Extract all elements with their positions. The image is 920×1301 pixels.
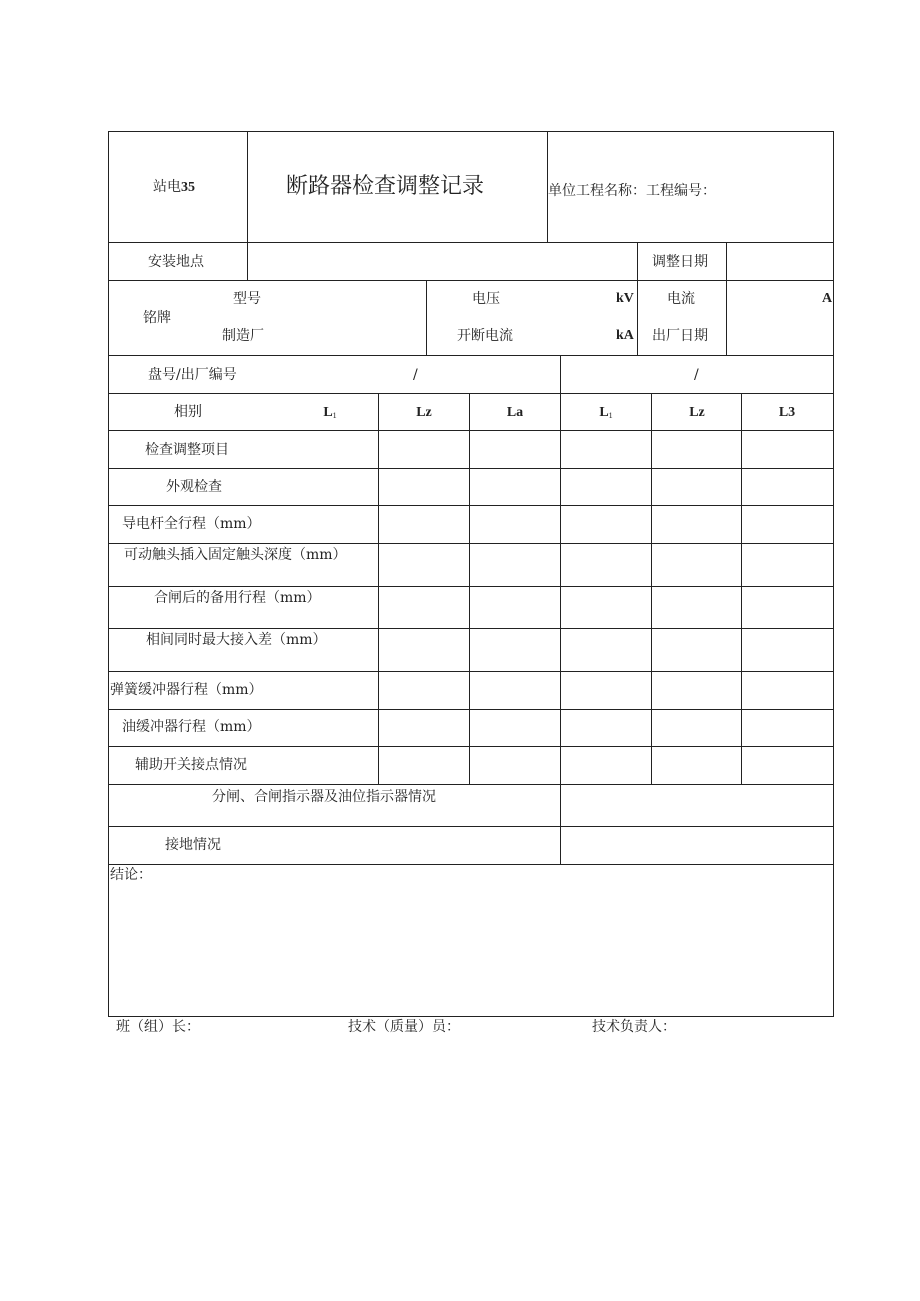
item-row-label: 合闸后的备用行程（mm） — [154, 590, 321, 606]
table-border-top — [108, 131, 834, 132]
item-row-label: 辅助开关接点情况 — [135, 757, 247, 773]
phase-col-6: L3 — [778, 405, 796, 420]
phase-col-2: Lz — [416, 405, 432, 420]
phase-col-3: La — [506, 405, 524, 420]
page-title: 断路器检查调整记录 — [286, 174, 485, 199]
grounding-row-label: 接地情况 — [165, 837, 221, 853]
conclusion-label: 结论： — [110, 867, 152, 883]
adjust-date-label: 调整日期 — [652, 254, 708, 270]
table-border-left — [108, 131, 109, 1017]
model-label: 型号 — [233, 291, 261, 307]
panel-slash-right: / — [694, 367, 699, 383]
indicator-row-label: 分闸、合闸指示器及油位指示器情况 — [212, 789, 436, 805]
item-row-label: 弹簧缓冲器行程（mm） — [110, 682, 263, 698]
voltage-label: 电压 — [472, 291, 500, 307]
current-label: 电流 — [667, 291, 695, 307]
record-code — [153, 180, 195, 195]
item-row-label: 外观检查 — [166, 479, 222, 495]
panel-number-label: 盘号/出厂编号 — [148, 367, 237, 383]
manufacturer-label: 制造厂 — [222, 328, 264, 344]
item-row-label: 检查调整项目 — [145, 442, 229, 458]
current-unit: A — [822, 291, 833, 306]
record-code-number: 35 — [181, 180, 195, 195]
breaking-current-unit: kA — [616, 328, 634, 343]
technician-label: 技术（质量）员： — [348, 1019, 460, 1035]
team-leader-label: 班（组）长： — [116, 1019, 200, 1035]
panel-slash-left: / — [413, 367, 418, 383]
item-row-label: 导电杆全行程（mm） — [122, 516, 261, 532]
item-row-label: 油缓冲器行程（mm） — [122, 719, 261, 735]
item-row-label: 可动触头插入固定触头深度（mm） — [124, 547, 347, 563]
phase-col-4: $L_1$ — [599, 405, 613, 420]
phase-label: 相别 — [174, 404, 202, 420]
factory-date-label: 出厂日期 — [652, 328, 708, 344]
voltage-unit: kV — [616, 291, 634, 306]
phase-col-5: Lz — [689, 405, 705, 420]
table-border-bottom — [108, 1016, 834, 1017]
breaking-current-label: 开断电流 — [457, 328, 513, 344]
tech-lead-label: 技术负责人： — [592, 1019, 676, 1035]
unit-project-label: 单位工程名称：工程编号： — [548, 183, 716, 199]
install-location-label: 安装地点 — [148, 254, 204, 270]
nameplate-label: 铭牌 — [143, 310, 171, 326]
record-code-prefix: 站电 — [153, 179, 181, 195]
table-border-right — [833, 131, 834, 1017]
phase-col-1: $L_1$ — [323, 405, 337, 420]
item-row-label: 相间同时最大接入差（mm） — [146, 632, 327, 648]
